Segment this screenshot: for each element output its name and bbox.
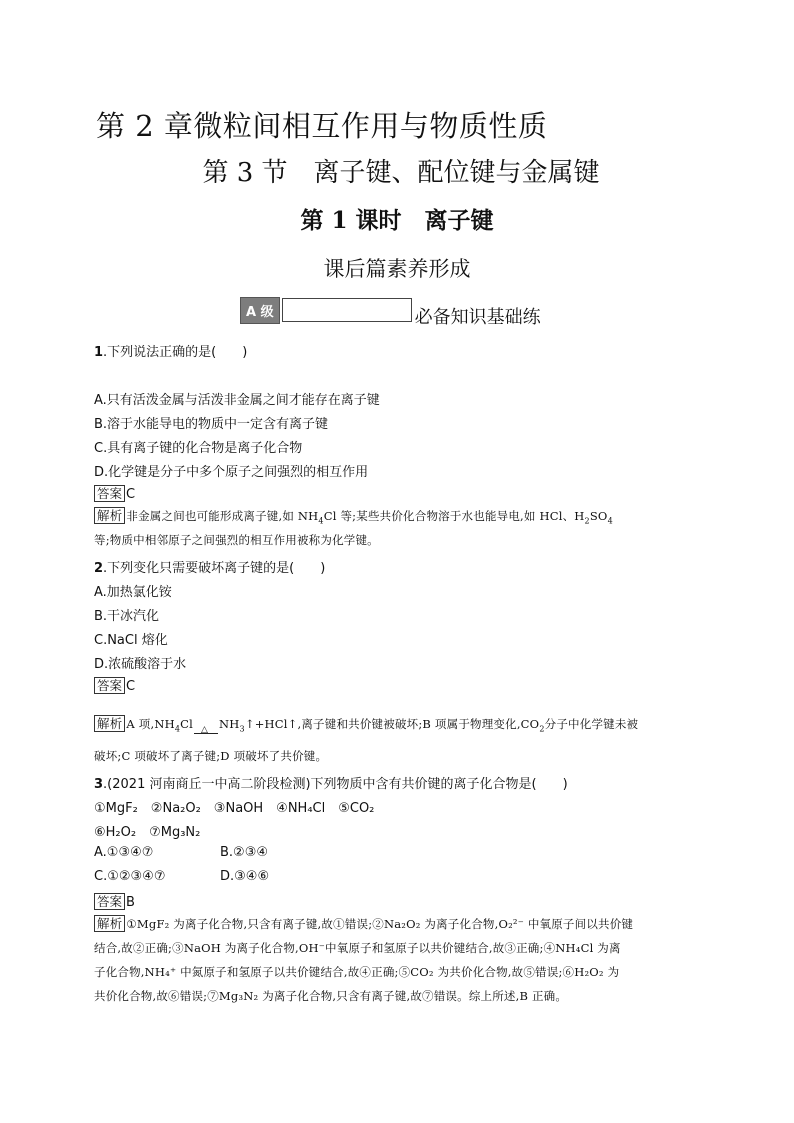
question-1-option-b: B.溶于水能导电的物质中一定含有离子键 — [94, 417, 329, 432]
heat-symbol: △ — [201, 725, 209, 736]
question-3-answer — [94, 893, 135, 910]
lesson-title: 第 1 课时 离子键 — [300, 207, 494, 234]
question-1-stem: 1.下列说法正确的是( ) — [94, 345, 248, 360]
question-2-stem: 2.下列变化只需要破坏离子键的是( ) — [94, 561, 326, 576]
answer-tag: 答案 — [94, 677, 125, 694]
question-3-analysis: 解析 ①MgF₂ 为离子化合物,只含有离子键,故①错误;②Na₂O₂ 为离子化合物,O₂²⁻ 中氧原子间以共价键 — [94, 912, 700, 936]
answer-tag: 答案 — [94, 485, 125, 502]
question-3-options-row-2 — [94, 869, 269, 884]
question-1-option-c: C.具有离子键的化合物是离子化合物 — [94, 441, 303, 456]
answer-tag: 答案 — [94, 893, 125, 910]
level-header — [240, 296, 541, 328]
question-2-analysis: 解析 A 项$,NH_4Cl$ △ $NH_3↑+HCl↑$,离子键和共价键被破坏;B 项属于物理变化$,CO_2$分子中化学键未被 — [94, 712, 700, 741]
question-3-options-row-1 — [94, 845, 268, 860]
answer-value: C — [126, 679, 136, 694]
question-2-option-b: B.干冰汽化 — [94, 609, 160, 624]
question-1-option-a: A.只有活泼金属与活泼非金属之间才能存在离子键 — [94, 393, 380, 408]
question-1-option-d: D.化学键是分子中多个原子之间强烈的相互作用 — [94, 465, 369, 480]
question-2-answer — [94, 677, 135, 694]
question-3-option-b: B.②③④ — [220, 845, 269, 860]
answer-value: B — [126, 895, 135, 910]
chapter-title: 第 2 章微粒间相互作用与物质性质 — [96, 109, 548, 143]
question-3-analysis-line2: 结合,故②正确;③NaOH 为离子化合物,OH⁻中氧原子和氢原子以共价键结合,故③正确;④NH₄Cl 为离 — [94, 941, 621, 955]
question-3-analysis-line3: 子化合物,NH₄⁺ 中氮原子和氢原子以共价键结合,故④正确;⑤CO₂ 为共价化合物,故⑤错误;⑥H₂O₂ 为 — [94, 965, 620, 979]
level-badge: A 级 — [240, 297, 280, 324]
subtitle: 课后篇素养形成 — [323, 257, 471, 281]
question-3-option-c: C.①②③④⑦ — [94, 869, 166, 884]
question-2-option-a: A.加热氯化铵 — [94, 585, 172, 600]
question-3-substances-1: ①MgF₂ ②Na₂O₂ ③NaOH ④NH₄Cl ⑤CO₂ — [94, 801, 375, 816]
score-box — [282, 298, 412, 322]
question-1-analysis: 解析 非金属之间也可能形成离子键,如 $NH_4Cl$ 等;某些共价化合物溶于水也能导电,如 HCl、$H_2SO_4$ — [94, 504, 700, 533]
question-3-stem: 3.(2021 河南商丘一中高二阶段检测)下列物质中含有共价键的离子化合物是( ) — [94, 777, 568, 792]
question-2-analysis-line2: 破坏;C 项破坏了离子键;D 项破坏了共价键。 — [94, 749, 328, 763]
question-3-analysis-line4: 共价化合物,故⑥错误;⑦Mg₃N₂ 为离子化合物,只含有离子键,故⑦错误。综上所述,B 正确。 — [94, 989, 568, 1003]
question-3-substances-2: ⑥H₂O₂ ⑦Mg₃N₂ — [94, 825, 201, 840]
answer-value: C — [126, 487, 136, 502]
heat-arrow — [193, 727, 219, 741]
level-label: 必备知识基础练 — [414, 307, 541, 328]
analysis-tag: 解析 — [94, 507, 125, 524]
question-1-analysis-line2: 等;物质中相邻原子之间强烈的相互作用被称为化学键。 — [94, 533, 379, 547]
question-2-option-d: D.浓硫酸溶于水 — [94, 657, 187, 672]
question-3-option-d: D.③④⑥ — [220, 869, 270, 884]
section-title: 第 3 节 离子键、配位键与金属键 — [202, 158, 600, 188]
question-2-option-c: C.NaCl 熔化 — [94, 633, 168, 648]
analysis-tag: 解析 — [94, 915, 125, 932]
question-3-option-a: A.①③④⑦ — [94, 845, 154, 860]
question-1-answer — [94, 485, 135, 502]
analysis-tag: 解析 — [94, 715, 125, 732]
